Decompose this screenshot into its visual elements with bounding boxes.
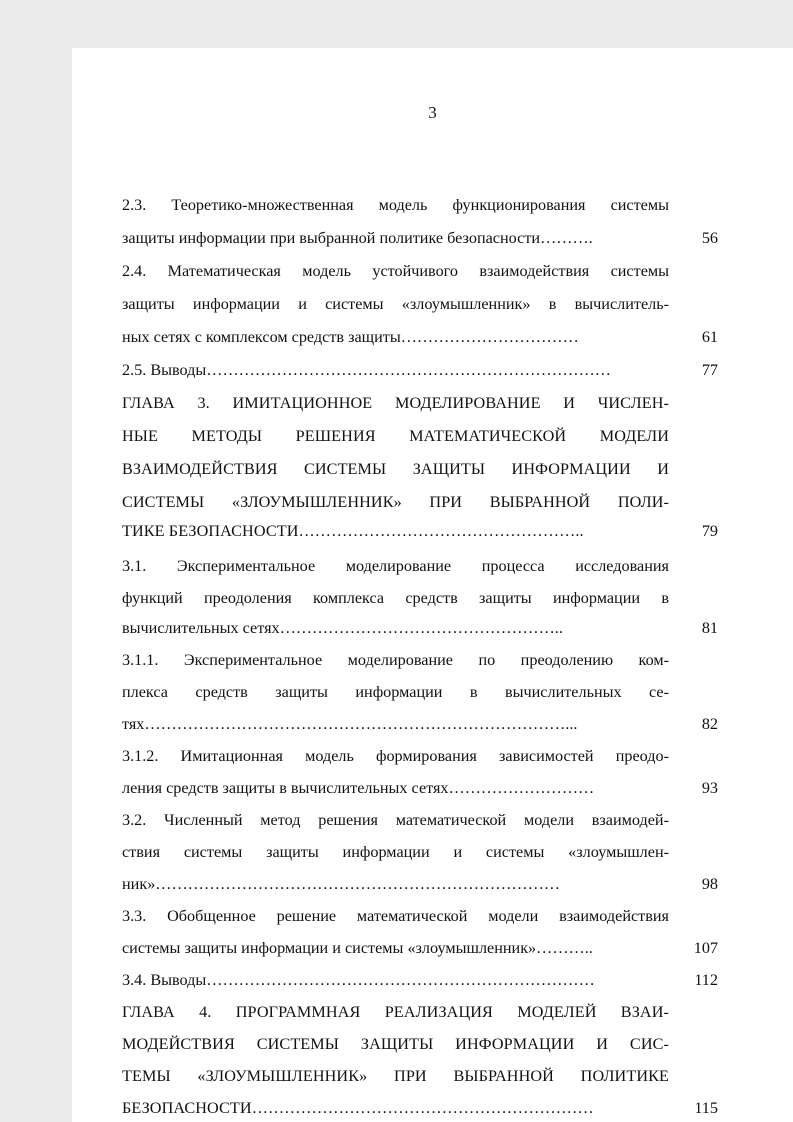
toc-chapter-line: ГЛАВА 4. ПРОГРАММНАЯ РЕАЛИЗАЦИЯ МОДЕЛЕЙ ВЗАИ- bbox=[122, 1003, 669, 1021]
page-sheet bbox=[72, 48, 793, 1122]
toc-line: ствия системы защиты информации и системы «злоумышлен- bbox=[122, 843, 669, 861]
toc-chapter-line: МОДЕЙСТВИЯ СИСТЕМЫ ЗАЩИТЫ ИНФОРМАЦИИ И СИС- bbox=[122, 1035, 669, 1053]
toc-page-number: 61 bbox=[701, 328, 718, 346]
toc-page-number: 82 bbox=[701, 715, 718, 733]
toc-line: 3.4. Выводы……………………………………………………………… bbox=[122, 971, 595, 989]
toc-chapter-line: ВЗАИМОДЕЙСТВИЯ СИСТЕМЫ ЗАЩИТЫ ИНФОРМАЦИИ И bbox=[122, 460, 669, 478]
toc-line: 3.1.2. Имитационная модель формирования зависимостей преодо- bbox=[122, 747, 669, 765]
toc-page-number: 115 bbox=[694, 1099, 718, 1117]
toc-chapter-line: БЕЗОПАСНОСТИ……………………………………………………… bbox=[122, 1099, 594, 1117]
toc-line: ник»………………………………………………………………… bbox=[122, 875, 560, 893]
toc-page-number: 107 bbox=[693, 939, 718, 957]
toc-line: системы защиты информации и системы «злоумышленник»……….. bbox=[122, 939, 593, 957]
toc-page-number: 77 bbox=[701, 361, 718, 379]
toc-line: 2.4. Математическая модель устойчивого взаимодействия системы bbox=[122, 262, 669, 280]
toc-chapter-line: ТЕМЫ «ЗЛОУМЫШЛЕННИК» ПРИ ВЫБРАННОЙ ПОЛИТИКЕ bbox=[122, 1067, 669, 1085]
toc-line: ных сетях с комплексом средств защиты…………………………… bbox=[122, 328, 579, 346]
toc-line: 3.1. Экспериментальное моделирование процесса исследования bbox=[122, 557, 669, 575]
toc-line: ления средств защиты в вычислительных сетях……………………… bbox=[122, 779, 595, 797]
toc-chapter-line: НЫЕ МЕТОДЫ РЕШЕНИЯ МАТЕМАТИЧЕСКОЙ МОДЕЛИ bbox=[122, 427, 669, 445]
toc-line: 2.3. Теоретико-множественная модель функционирования системы bbox=[122, 196, 669, 214]
toc-line: 2.5. Выводы………………………………………………………………… bbox=[122, 361, 611, 379]
toc-line: функций преодоления комплекса средств защиты информации в bbox=[122, 589, 669, 607]
toc-line: 3.2. Численный метод решения математической модели взаимодей- bbox=[122, 811, 669, 829]
toc-line: 3.1.1. Экспериментальное моделирование по преодолению ком- bbox=[122, 651, 669, 669]
toc-page-number: 81 bbox=[701, 619, 718, 637]
toc-line: защиты информации и системы «злоумышленник» в вычислитель- bbox=[122, 295, 669, 313]
toc-line: тях……………………………………………………………………... bbox=[122, 715, 578, 733]
toc-chapter-line: ГЛАВА 3. ИМИТАЦИОННОЕ МОДЕЛИРОВАНИЕ И ЧИСЛЕН- bbox=[122, 394, 669, 412]
toc-page-number: 79 bbox=[701, 522, 718, 540]
toc-chapter-line: СИСТЕМЫ «ЗЛОУМЫШЛЕННИК» ПРИ ВЫБРАННОЙ ПОЛИ- bbox=[122, 493, 669, 511]
toc-line: вычислительных сетях…………………………………………….. bbox=[122, 619, 563, 637]
toc-page-number: 112 bbox=[694, 971, 718, 989]
toc-page-number: 56 bbox=[701, 229, 718, 247]
toc-page-number: 98 bbox=[701, 875, 718, 893]
toc-line: 3.3. Обобщенное решение математической модели взаимодействия bbox=[122, 907, 669, 925]
toc-chapter-line: ТИКЕ БЕЗОПАСНОСТИ…………………………………………….. bbox=[122, 522, 584, 540]
page-number: 3 bbox=[428, 103, 437, 122]
toc-line: защиты информации при выбранной политике безопасности………. bbox=[122, 229, 593, 247]
toc-page-number: 93 bbox=[701, 779, 718, 797]
toc-line: плекса средств защиты информации в вычислительных се- bbox=[122, 683, 669, 701]
